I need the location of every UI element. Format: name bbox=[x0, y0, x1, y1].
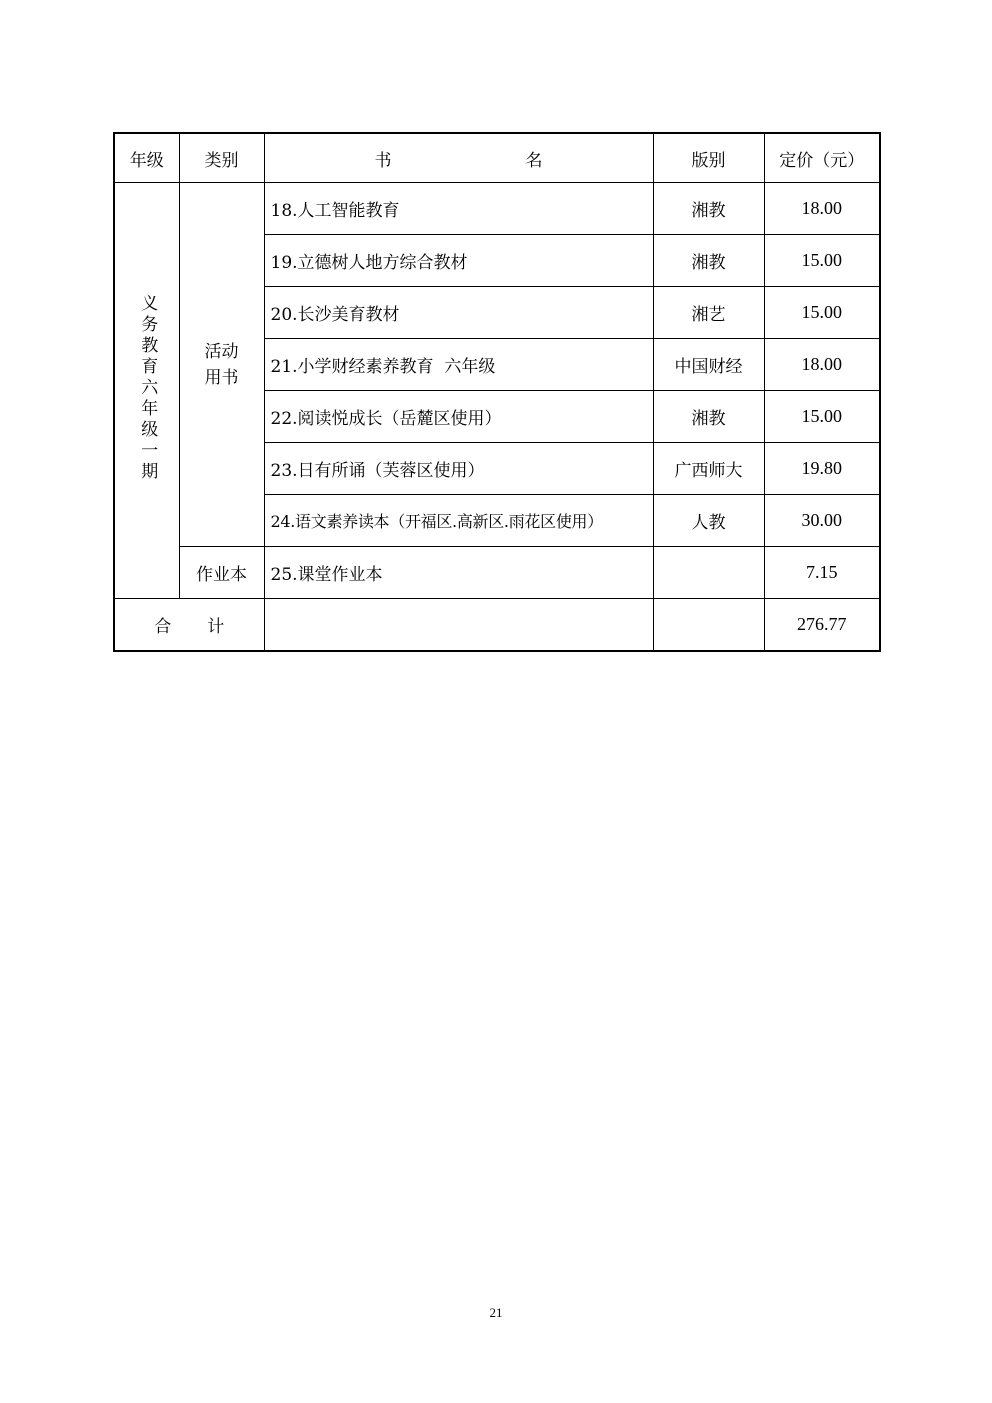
book-publisher bbox=[653, 547, 764, 599]
book-publisher: 湘教 bbox=[653, 183, 764, 235]
book-publisher: 人教 bbox=[653, 495, 764, 547]
total-empty-publisher bbox=[653, 599, 764, 652]
book-publisher: 湘教 bbox=[653, 235, 764, 287]
header-category: 类别 bbox=[179, 133, 264, 183]
book-price: 19.80 bbox=[764, 443, 880, 495]
book-name: 25.课堂作业本 bbox=[264, 547, 653, 599]
book-name: 21.小学财经素养教育 六年级 bbox=[264, 339, 653, 391]
total-label-cell bbox=[114, 599, 264, 652]
table-row bbox=[114, 183, 880, 235]
book-price: 18.00 bbox=[764, 339, 880, 391]
grade-label: 义务教育六年级一期 bbox=[137, 293, 158, 483]
table-header-row bbox=[114, 133, 880, 183]
textbook-price-table bbox=[113, 132, 881, 652]
book-name: 19.立德树人地方综合教材 bbox=[264, 235, 653, 287]
book-name: 22.阅读悦成长（岳麓区使用） bbox=[264, 391, 653, 443]
total-empty-name bbox=[264, 599, 653, 652]
book-price: 15.00 bbox=[764, 235, 880, 287]
category-homework-cell: 作业本 bbox=[179, 547, 264, 599]
grade-cell bbox=[114, 183, 179, 599]
book-price: 30.00 bbox=[764, 495, 880, 547]
page-number: 21 bbox=[489, 1305, 503, 1320]
header-publisher: 版别 bbox=[653, 133, 764, 183]
header-grade: 年级 bbox=[114, 133, 179, 183]
table-row bbox=[114, 547, 880, 599]
book-name: 18.人工智能教育 bbox=[264, 183, 653, 235]
header-book-name-left: 书 bbox=[374, 150, 392, 171]
total-value: 276.77 bbox=[764, 599, 880, 652]
total-label-right: 计 bbox=[207, 617, 225, 637]
book-publisher: 广西师大 bbox=[653, 443, 764, 495]
total-row bbox=[114, 599, 880, 652]
header-book-name bbox=[264, 133, 653, 183]
book-price: 7.15 bbox=[764, 547, 880, 599]
header-book-name-right: 名 bbox=[525, 150, 543, 171]
book-price: 18.00 bbox=[764, 183, 880, 235]
book-price: 15.00 bbox=[764, 391, 880, 443]
header-price: 定价（元） bbox=[764, 133, 880, 183]
book-name: 24.语文素养读本（开福区.高新区.雨花区使用） bbox=[264, 495, 653, 547]
book-name: 20.长沙美育教材 bbox=[264, 287, 653, 339]
book-name: 23.日有所诵（芙蓉区使用） bbox=[264, 443, 653, 495]
book-publisher: 中国财经 bbox=[653, 339, 764, 391]
book-publisher: 湘艺 bbox=[653, 287, 764, 339]
total-label-left: 合 bbox=[154, 617, 172, 637]
book-publisher: 湘教 bbox=[653, 391, 764, 443]
category-activity-label: 活动用书 bbox=[204, 341, 239, 388]
category-activity-cell bbox=[179, 183, 264, 547]
book-price: 15.00 bbox=[764, 287, 880, 339]
